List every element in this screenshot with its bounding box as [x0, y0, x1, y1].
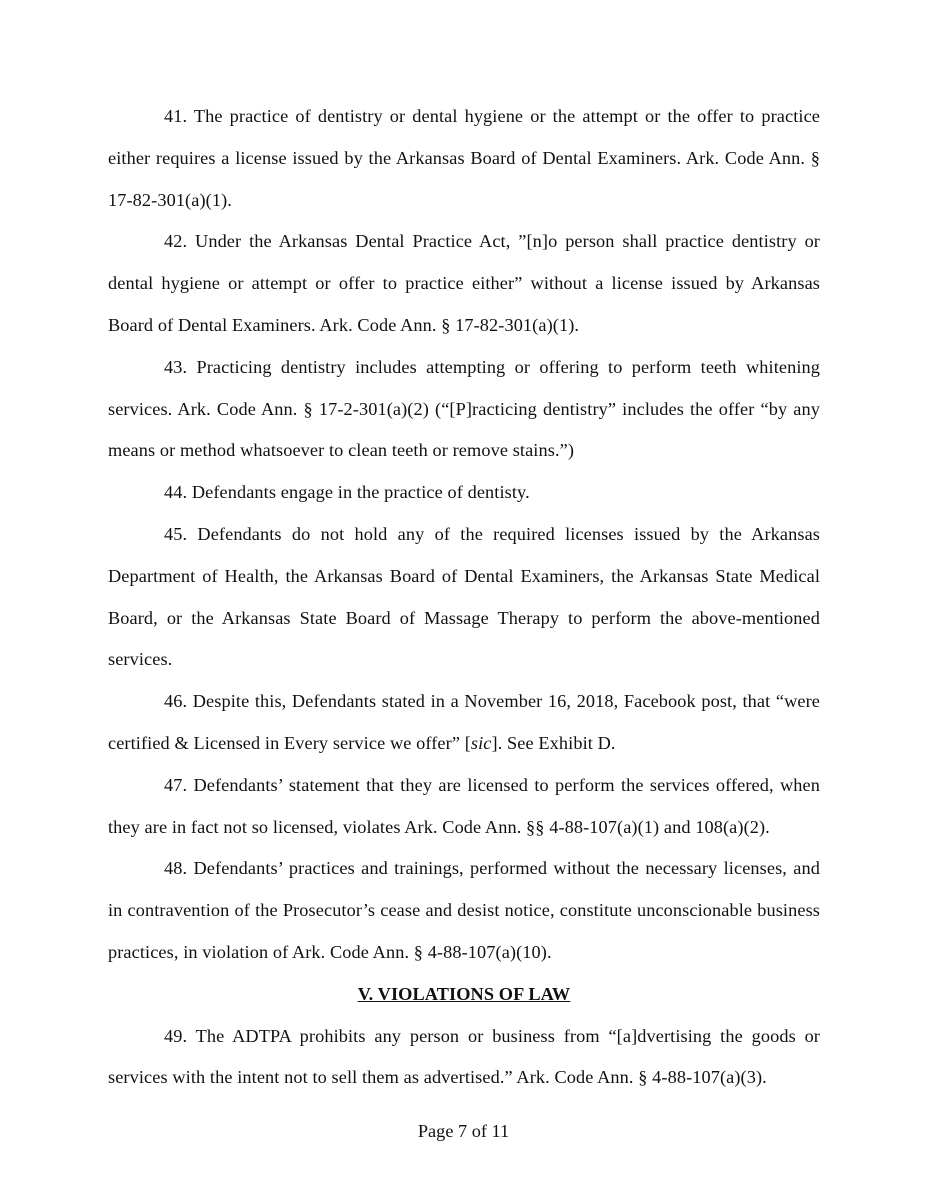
document-paragraph — [108, 221, 820, 346]
text-run: ]. See Exhibit D. — [491, 732, 616, 753]
text-run: 44. Defendants engage in the practice of dentisty. — [164, 482, 530, 503]
document-paragraph — [108, 472, 820, 514]
page-number-footer: Page 7 of 11 — [417, 1121, 510, 1141]
text-run: 41. The practice of dentistry or dental hygiene or the attempt or the offer to practice either requires a license issued by the Arkansas Board of Dental Examiners. Ark. Code Ann. § 17-82-301(a)(1). — [108, 106, 820, 210]
text-run: 49. The ADTPA prohibits any person or business from “[a]dvertising the goods or services with the intent not to sell them as advertised.” Ark. Code Ann. § 4-88-107(a)(3). — [108, 1025, 820, 1088]
text-run: 47. Defendants’ statement that they are licensed to perform the services offered, when they are in fact not so licensed, violates Ark. Code Ann. §§ 4-88-107(a)(1) and 108(a)(2). — [108, 774, 820, 837]
section-heading: V. VIOLATIONS OF LAW — [357, 983, 571, 1004]
document-paragraph — [108, 347, 820, 472]
text-run: 42. Under the Arkansas Dental Practice Act, ”[n]o person shall practice dentistry or dental hygiene or attempt or offer to practice either” without a license issued by Arkansas Board of Dental Examiners. Ark. Code Ann. § 17-82-301(a)(1). — [108, 231, 820, 335]
italic-text-run: sic — [470, 732, 492, 753]
document-paragraph — [108, 514, 820, 681]
document-paragraph — [108, 765, 820, 849]
document-body — [108, 96, 820, 1099]
document-paragraph — [108, 848, 820, 973]
document-paragraph — [108, 681, 820, 765]
text-run: 43. Practicing dentistry includes attempting or offering to perform teeth whitening services. Ark. Code Ann. § 17-2-301(a)(2) (“[P]racticing dentistry” includes the offer “by any means or method whatsoever to clean teeth or remove stains.”) — [108, 356, 820, 461]
text-run: 48. Defendants’ practices and trainings, performed without the necessary licenses, and in contravention of the Prosecutor’s cease and desist notice, constitute unconscionable business practices, in violation of Ark. Code Ann. § 4-88-107(a)(10). — [108, 858, 820, 962]
document-paragraph — [108, 96, 820, 221]
text-run: 46. Despite this, Defendants stated in a November 16, 2018, Facebook post, that “were certified & Licensed in Every service we offer” [ — [108, 691, 820, 753]
text-run: 45. Defendants do not hold any of the required licenses issued by the Arkansas Department of Health, the Arkansas Board of Dental Examiners, the Arkansas State Medical Board, or the Arkansas State Board of Massage Therapy to perform the above-mentioned services. — [108, 523, 820, 670]
document-paragraph — [108, 1016, 820, 1100]
